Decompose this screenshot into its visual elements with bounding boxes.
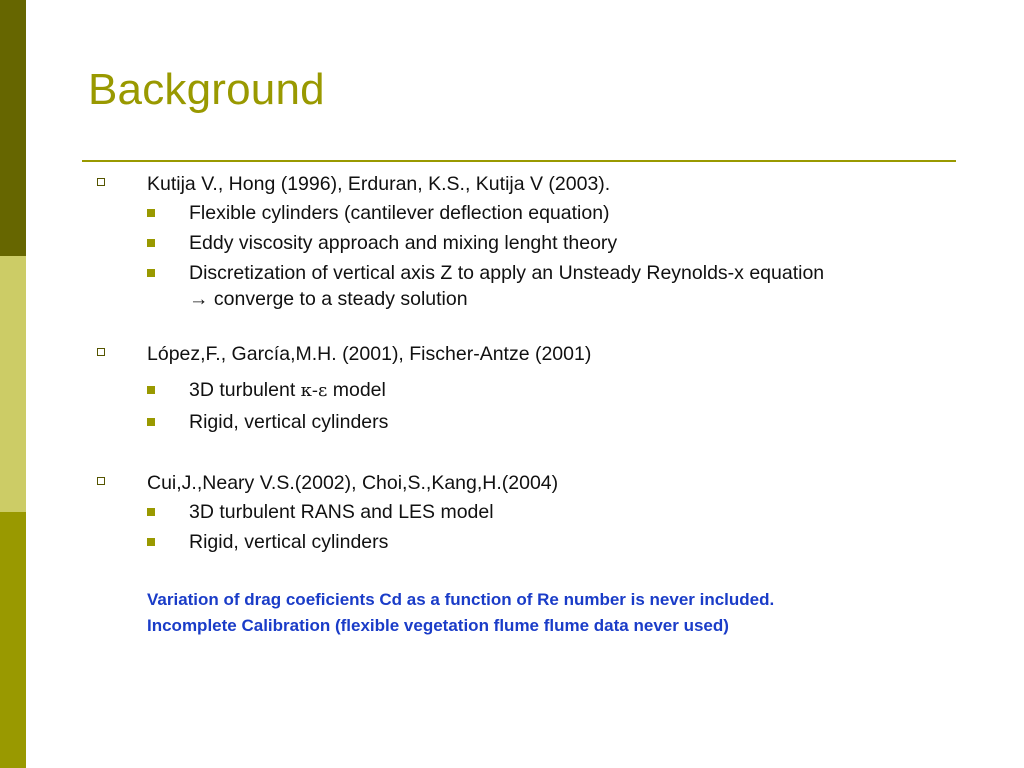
list-item-text: 3D turbulent RANS and LES model [189, 501, 494, 523]
square-bullet-icon [147, 538, 155, 546]
square-bullet-icon [147, 418, 155, 426]
section-heading [147, 471, 558, 495]
kappa-epsilon-symbol: κ-ε [300, 380, 328, 401]
list-item [189, 230, 617, 256]
hollow-square-bullet-icon [97, 477, 105, 485]
square-bullet-icon [147, 386, 155, 394]
list-item [189, 529, 388, 555]
list-item-text [189, 377, 386, 404]
list-item [189, 409, 388, 435]
slide-title: Background [88, 65, 325, 114]
list-item-prefix: 3D turbulent [189, 379, 301, 401]
hollow-square-bullet-icon [97, 348, 105, 356]
list-item-text: Rigid, vertical cylinders [189, 531, 389, 553]
list-item-suffix: model [327, 379, 386, 401]
section-heading-text: López,F., García,M.H. (2001), Fischer-Antze (2001) [147, 343, 592, 365]
note-text: Incomplete Calibration (flexible vegetation flume flume data never used) [147, 616, 729, 635]
list-item-text: Discretization of vertical axis Z to apply an Unsteady Reynolds-x equation [189, 262, 825, 284]
list-item [189, 200, 610, 226]
section-heading-text: Kutija V., Hong (1996), Erduran, K.S., Kutija V (2003). [147, 173, 611, 195]
section-heading [147, 172, 610, 196]
list-item-text: Eddy viscosity approach and mixing lenght theory [189, 232, 618, 254]
square-bullet-icon [147, 239, 155, 247]
list-item-continuation: → converge to a steady solution [189, 288, 468, 310]
list-item [189, 499, 494, 525]
square-bullet-icon [147, 269, 155, 277]
list-item [189, 260, 824, 312]
note-text: Variation of drag coeficients Cd as a function of Re number is never included. [147, 590, 775, 609]
square-bullet-icon [147, 209, 155, 217]
section-heading [147, 342, 591, 366]
section-heading-text: Cui,J.,Neary V.S.(2002), Choi,S.,Kang,H.(2004) [147, 472, 559, 494]
square-bullet-icon [147, 508, 155, 516]
list-item [189, 377, 386, 404]
list-item-text: Flexible cylinders (cantilever deflection equation) [189, 202, 610, 224]
list-item-text: Rigid, vertical cylinders [189, 411, 389, 433]
hollow-square-bullet-icon [97, 178, 105, 186]
